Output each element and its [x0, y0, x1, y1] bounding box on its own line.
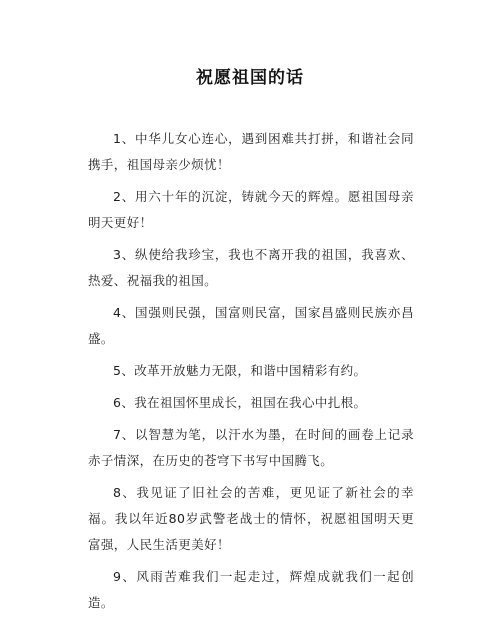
paragraph-4: 4、国强则民强，国富则民富，国家昌盛则民族亦昌盛。	[88, 305, 414, 346]
paragraph-1: 1、中华儿女心连心，遇到困难共打拼，和谐社会同携手，祖国母亲少烦忧！	[88, 131, 414, 172]
paragraph-7: 7、以智慧为笔，以汗水为墨，在时间的画卷上记录赤子情深，在历史的苍穹下书写中国腾飞。	[88, 427, 414, 468]
paragraph-9: 9、风雨苦难我们一起走过，辉煌成就我们一起创造。	[88, 569, 414, 610]
paragraph-3: 3、纵使给我珍宝，我也不离开我的祖国，我喜欢、热爱、祝福我的祖国。	[88, 247, 414, 288]
paragraph-5: 5、改革开放魅力无限，和谐中国精彩有约。	[113, 363, 367, 378]
page-title: 祝愿祖国的话	[196, 68, 304, 88]
paragraph-6: 6、我在祖国怀里成长，祖国在我心中扎根。	[113, 395, 367, 410]
paragraph-2: 2、用六十年的沉淀，铸就今天的辉煌。愿祖国母亲明天更好！	[88, 189, 414, 230]
document-body	[88, 126, 414, 622]
paragraph-8: 8、我见证了旧社会的苦难，更见证了新社会的幸福。我以年近80岁武警老战士的情怀，祝愿祖国明天更富强，人民生活更美好！	[88, 485, 414, 552]
